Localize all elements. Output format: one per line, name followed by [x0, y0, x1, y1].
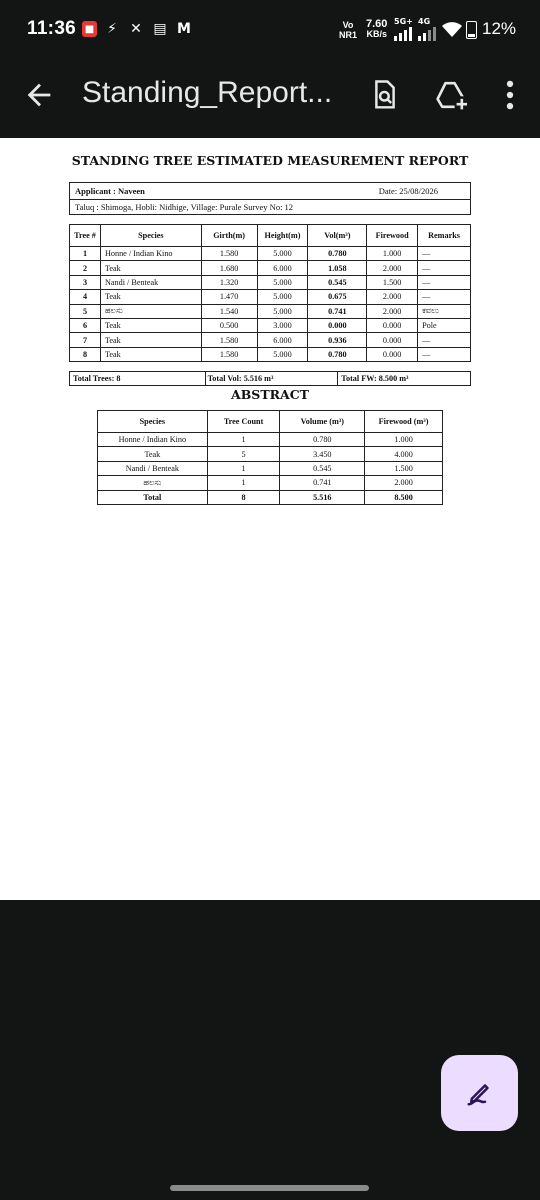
drive-add-icon	[435, 79, 469, 111]
table-cell: 1	[207, 433, 280, 447]
table-row	[70, 275, 471, 289]
table-cell: 5.000	[257, 290, 308, 304]
table-cell: 0.000	[308, 318, 367, 332]
table-cell: 5.000	[257, 247, 308, 261]
table-row	[98, 433, 443, 447]
report-title: STANDING TREE ESTIMATED MEASUREMENT REPORT	[71, 153, 469, 168]
table-row	[98, 461, 443, 475]
table-cell: —	[418, 333, 471, 347]
table-row	[70, 247, 471, 261]
table-cell: 2.000	[365, 476, 443, 490]
table-cell: Teak	[98, 447, 208, 461]
app-bar	[0, 62, 540, 138]
signal-5g: 5G+	[394, 18, 412, 41]
table-cell: 1.500	[365, 461, 443, 475]
table-cell: ಹಲಸು	[100, 304, 201, 318]
table-cell: 5.000	[257, 275, 308, 289]
status-bar	[0, 0, 540, 62]
arrow-left-icon	[22, 78, 56, 112]
table-row	[70, 290, 471, 304]
column-header: Girth(m)	[201, 225, 257, 247]
battery-icon	[466, 21, 477, 39]
gmail-icon: M	[177, 21, 191, 37]
column-header: Species	[98, 411, 208, 433]
table-cell: 1.540	[201, 304, 257, 318]
table-cell: 0.545	[280, 461, 365, 475]
signal-4g: 4G	[418, 18, 436, 41]
table-cell: Honne / Indian Kino	[100, 247, 201, 261]
table-cell: 4.000	[365, 447, 443, 461]
table-cell: 5.000	[257, 347, 308, 361]
table-cell: —	[418, 290, 471, 304]
column-header: Firewood	[367, 225, 418, 247]
column-header: Height(m)	[257, 225, 308, 247]
table-cell: 5	[70, 304, 101, 318]
table-cell: 1.320	[201, 275, 257, 289]
table-cell: Teak	[100, 333, 201, 347]
table-cell: Nandi / Benteak	[98, 461, 208, 475]
search-document-icon	[370, 79, 400, 111]
column-header: Tree Count	[207, 411, 280, 433]
more-options-button[interactable]	[491, 76, 529, 114]
edit-pen-icon	[465, 1078, 495, 1108]
table-cell: 0.780	[308, 347, 367, 361]
table-cell: 1.470	[201, 290, 257, 304]
table-cell: 5.000	[257, 304, 308, 318]
notification-icons	[82, 20, 193, 38]
table-cell: Teak	[100, 261, 201, 275]
shopping-bag-icon: ■	[82, 21, 97, 37]
table-cell: 2.000	[367, 290, 418, 304]
table-cell: 1	[207, 476, 280, 490]
table-cell: Teak	[100, 318, 201, 332]
location-line: Taluq : Shimoga, Hobli: Nidhige, Village: Purale Survey No: 12	[75, 202, 294, 212]
more-vert-icon	[491, 76, 529, 114]
pdf-page[interactable]	[0, 138, 540, 900]
column-header: Remarks	[418, 225, 471, 247]
table-cell: 5.516	[280, 490, 365, 504]
table-row	[70, 333, 471, 347]
table-cell: 3.000	[257, 318, 308, 332]
back-button[interactable]	[22, 78, 56, 112]
table-cell: 3	[70, 275, 101, 289]
table-cell: 0.000	[367, 333, 418, 347]
applicant-info-box	[69, 182, 471, 215]
table-cell: ಹಲಸು	[98, 476, 208, 490]
table-row	[70, 318, 471, 332]
table-cell: 0.741	[280, 476, 365, 490]
column-header: Firewood (m³)	[365, 411, 443, 433]
table-cell: —	[418, 347, 471, 361]
table-cell: 1.000	[367, 247, 418, 261]
table-cell: 0.675	[308, 290, 367, 304]
edit-fab-button[interactable]	[441, 1055, 518, 1131]
add-to-drive-button[interactable]	[433, 76, 471, 114]
wifi-icon	[441, 20, 463, 38]
table-cell: Teak	[100, 290, 201, 304]
table-cell: 0.545	[308, 275, 367, 289]
abstract-table	[97, 410, 443, 505]
table-row	[98, 447, 443, 461]
column-header: Tree #	[70, 225, 101, 247]
total-volume: Total Vol: 5.516 m³	[205, 372, 338, 386]
table-cell: Teak	[100, 347, 201, 361]
table-cell: 0.780	[280, 433, 365, 447]
total-firewood: Total FW: 8.500 m³	[338, 372, 471, 386]
table-cell: 1.580	[201, 347, 257, 361]
table-cell: 7	[70, 333, 101, 347]
table-cell: 1.058	[308, 261, 367, 275]
table-row	[70, 347, 471, 361]
volte-indicator: Vo NR1	[339, 20, 358, 40]
table-cell: 6.000	[257, 261, 308, 275]
table-cell: Nandi / Benteak	[100, 275, 201, 289]
signal-bars-icon	[418, 27, 436, 41]
table-cell: —	[418, 247, 471, 261]
total-trees: Total Trees: 8	[70, 372, 206, 386]
table-cell: 8	[70, 347, 101, 361]
table-cell: 1.000	[365, 433, 443, 447]
table-cell: 5	[207, 447, 280, 461]
abstract-title: ABSTRACT	[231, 387, 309, 402]
totals-row-table	[69, 371, 471, 386]
applicant-name: Applicant : Naveen	[75, 186, 145, 196]
table-cell: 2.000	[367, 261, 418, 275]
table-cell: ಕವಲು	[418, 304, 471, 318]
tree-measurement-table	[69, 224, 471, 362]
table-cell: 6	[70, 318, 101, 332]
column-header: Species	[100, 225, 201, 247]
signal-bars-icon	[394, 27, 412, 41]
table-row	[70, 261, 471, 275]
table-cell: 0.000	[367, 347, 418, 361]
table-row	[70, 304, 471, 318]
table-cell: 1.580	[201, 333, 257, 347]
table-cell: Honne / Indian Kino	[98, 433, 208, 447]
table-cell: 2.000	[367, 304, 418, 318]
table-cell: 8.500	[365, 490, 443, 504]
table-cell: 0.000	[367, 318, 418, 332]
table-cell: 0.780	[308, 247, 367, 261]
battery-percent: 12%	[482, 19, 517, 38]
x-logo-icon: ✕	[130, 21, 142, 37]
gesture-navigation-handle[interactable]	[170, 1185, 369, 1191]
table-cell: 1.580	[201, 247, 257, 261]
table-cell: 1	[70, 247, 101, 261]
table-cell: 0.936	[308, 333, 367, 347]
table-cell: —	[418, 261, 471, 275]
table-row	[98, 490, 443, 504]
table-cell: 8	[207, 490, 280, 504]
report-date: Date: 25/08/2026	[378, 186, 438, 196]
network-speed: 7.60 KB/s	[366, 18, 388, 39]
news-icon: ▤	[153, 21, 167, 37]
document-title: Standing_Report...	[82, 76, 333, 109]
table-cell: 1.500	[367, 275, 418, 289]
table-cell: 0.741	[308, 304, 367, 318]
table-cell: 2	[70, 261, 101, 275]
column-header: Vol(m³)	[308, 225, 367, 247]
table-cell: 0.500	[201, 318, 257, 332]
status-time: 11:36	[27, 18, 77, 39]
table-cell: Total	[98, 490, 208, 504]
table-cell: 4	[70, 290, 101, 304]
table-cell: 1.680	[201, 261, 257, 275]
column-header: Volume (m³)	[280, 411, 365, 433]
table-cell: 1	[207, 461, 280, 475]
search-document-button[interactable]	[366, 76, 404, 114]
table-cell: Pole	[418, 318, 471, 332]
flash-icon: ⚡	[107, 21, 117, 37]
table-cell: 6.000	[257, 333, 308, 347]
table-cell: 3.450	[280, 447, 365, 461]
table-row	[98, 476, 443, 490]
table-cell: —	[418, 275, 471, 289]
